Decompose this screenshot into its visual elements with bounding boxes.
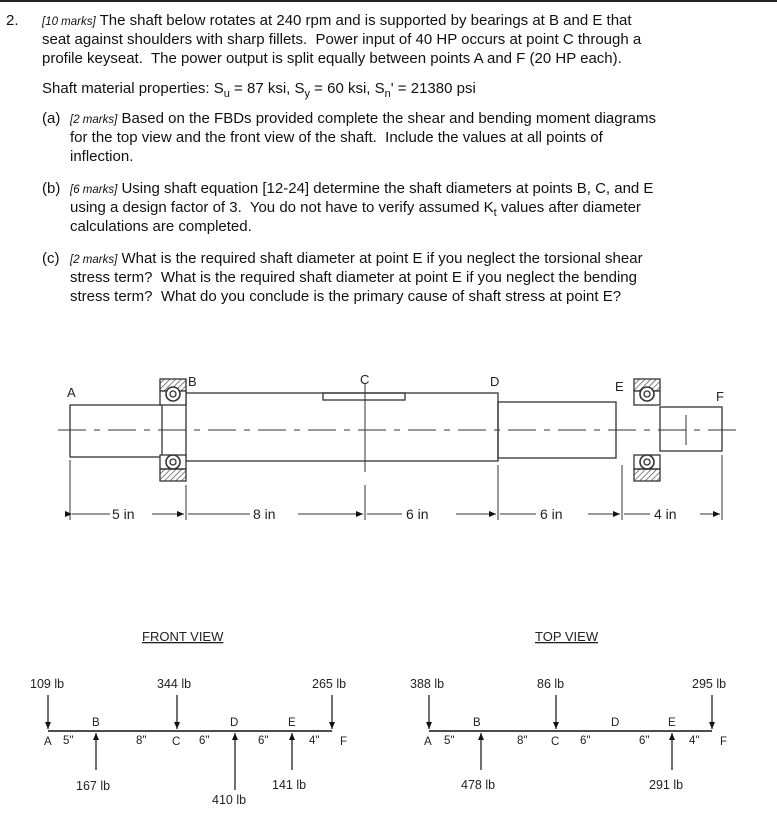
front-spacing-bc: 8" <box>136 735 147 747</box>
problem-intro-line-2: seat against shoulders with sharp fillets. Power input of 40 HP occurs at point C through a <box>42 31 642 48</box>
part-b-line-1: [6 marks] Using shaft equation [12-24] determine the shaft diameters at points B, C, and E <box>70 180 654 197</box>
shaft-label-d: D <box>490 374 500 389</box>
shaft-label-f: F <box>716 389 724 404</box>
shaft-segment-bd <box>186 393 498 461</box>
part-c-line-3: stress term? What do you conclude is the primary cause of shaft stress at point E? <box>70 288 622 305</box>
front-spacing-cd: 6" <box>199 735 210 747</box>
problem-intro-line-3: profile keyseat. The power output is split equally between points A and F (20 HP each). <box>42 50 622 67</box>
front-view-fbd <box>30 629 347 807</box>
part-c-label: (c) <box>42 250 60 267</box>
front-label-b: B <box>92 717 100 729</box>
dim-de: 6 in <box>540 506 563 522</box>
top-label-b: B <box>473 717 481 729</box>
part-c-marks: [2 marks] <box>70 254 118 266</box>
front-load-e: 141 lb <box>272 778 307 792</box>
material-properties: Shaft material properties: $S_u = 87$ ksi, $S_y = 60$ ksi, $S_n' = 21380$ psi <box>42 80 476 100</box>
part-a-label: (a) <box>42 110 61 127</box>
front-load-d: 410 lb <box>212 793 247 807</box>
shaft-label-c: C <box>360 372 370 387</box>
top-spacing-ef: 4" <box>689 735 700 747</box>
dim-cd: 6 in <box>406 506 429 522</box>
part-b-marks: [6 marks] <box>70 184 118 196</box>
shaft-label-b: B <box>188 374 197 389</box>
top-load-e: 291 lb <box>649 778 684 792</box>
part-a-line-2: for the top view and the front view of the shaft. Include the values at all points of <box>70 129 603 146</box>
top-label-a: A <box>424 736 432 748</box>
part-c-line-2: stress term? What is the required shaft diameter at point E if you neglect the bending <box>70 269 637 286</box>
part-b-line-2: using a design factor of 3. You do not have to verify assumed $K_t$ values after diameter <box>70 199 641 219</box>
front-spacing-ef: 4" <box>309 735 320 747</box>
shaft-label-e: E <box>615 379 624 394</box>
shaft-segment-ab <box>70 405 162 457</box>
top-spacing-cd: 6" <box>580 735 591 747</box>
top-spacing-ab: 5" <box>444 735 455 747</box>
top-label-f: F <box>720 736 728 748</box>
front-label-f: F <box>340 736 348 748</box>
front-spacing-ab: 5" <box>63 735 74 747</box>
top-view-fbd <box>410 629 727 792</box>
top-label-e: E <box>668 717 676 729</box>
problem-marks: [10 marks] <box>42 16 96 28</box>
part-a-marks: [2 marks] <box>70 114 118 126</box>
front-label-d: D <box>230 717 239 729</box>
shaft-label-a: A <box>67 385 76 400</box>
top-load-b: 478 lb <box>461 778 496 792</box>
top-spacing-bc: 8" <box>517 735 528 747</box>
problem-intro-line-1: [10 marks] The shaft below rotates at 240 rpm and is supported by bearings at B and E that <box>42 12 632 29</box>
part-a-line-1: [2 marks] Based on the FBDs provided complete the shear and bending moment diagrams <box>70 110 656 127</box>
front-spacing-de: 6" <box>258 735 269 747</box>
part-b-line-3: calculations are completed. <box>70 218 252 235</box>
shaft-segment-ef <box>660 407 722 451</box>
top-label-c: C <box>551 736 560 748</box>
problem-number: 2. <box>6 12 19 29</box>
part-c-line-1: [2 marks] What is the required shaft diameter at point E if you neglect the torsional shear <box>70 250 643 267</box>
front-label-a: A <box>44 736 52 748</box>
dim-ef: 4 in <box>654 506 677 522</box>
shaft-drawing <box>58 379 738 520</box>
part-b-label: (b) <box>42 180 61 197</box>
front-load-c: 344 lb <box>157 677 192 691</box>
top-view-title: TOP VIEW <box>535 629 599 644</box>
dim-bc: 8 in <box>253 506 276 522</box>
front-load-b: 167 lb <box>76 779 111 793</box>
dim-ab: 5 in <box>112 506 135 522</box>
keyseat <box>323 393 405 400</box>
front-load-f: 265 lb <box>312 677 347 691</box>
front-view-title: FRONT VIEW <box>142 629 224 644</box>
top-spacing-de: 6" <box>639 735 650 747</box>
part-a-line-3: inflection. <box>70 148 134 165</box>
top-label-d: D <box>611 717 620 729</box>
front-label-c: C <box>172 736 181 748</box>
front-label-e: E <box>288 717 296 729</box>
top-load-f: 295 lb <box>692 677 727 691</box>
top-load-c: 86 lb <box>537 677 565 691</box>
front-load-a: 109 lb <box>30 677 65 691</box>
top-load-a: 388 lb <box>410 677 445 691</box>
